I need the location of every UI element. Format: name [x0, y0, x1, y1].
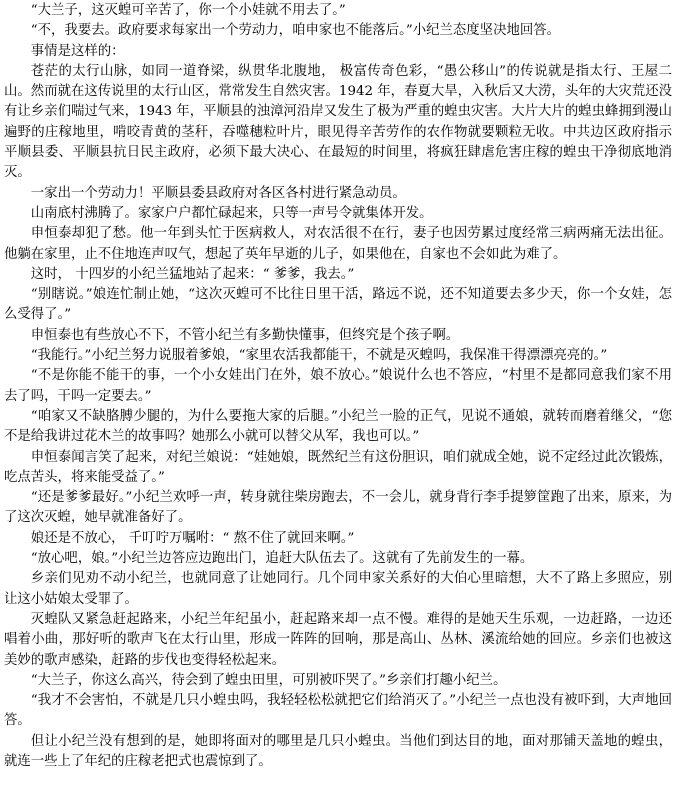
paragraph: “我能行。”小纪兰努力说服着爹娘，“家里农活我都能干，不就是灭蝗吗，我保准干得漂漂亮亮的。”	[30, 348, 608, 364]
paragraph: “大兰子，你这么高兴，待会到了蝗虫田里，可别被吓哭了。”乡亲们打趣小纪兰。	[30, 672, 507, 688]
paragraph: “不，我要去。政府要求每家出一个劳动力，咱申家也不能落后。”小纪兰态度坚决地回答。	[30, 23, 561, 39]
paragraph: 娘还是不放心， 千叮咛万嘱咐：“ 熬不住了就回来啊。”	[30, 530, 355, 546]
article-body	[4, 1, 672, 772]
paragraph: 这时， 十四岁的小纪兰猛地站了起来：“ 爹爹，我去。”	[30, 266, 355, 282]
paragraph: 申恒泰闻言笑了起来，对纪兰娘说：“娃她娘，既然纪兰有这份胆识，咱们就成全她，说不定经过此次锻炼，吃点苦头，将来能受益了。”	[4, 449, 672, 485]
paragraph: 苍茫的太行山脉，如同一道脊梁，纵贯华北腹地， 极富传奇色彩，“愚公移山”的传说就是指太行、王屋二山。然而就在这传说里的太行山区，常常发生自然灾害。1942 年，春夏大旱，入秋后又大涝，头年的大灾荒还没有让乡亲们喘过气来，1943 年，平顺县的浊漳河沿岸又发生了极为严重的蝗虫灾害。大片大片的蝗虫蜂拥到漫山遍野的庄稼地里，啃咬青黄的茎秆，吞噬穗粒叶片，眼见得辛苦劳作的农作物就要颗粒无收。中共边区政府指示平顺县委、平顺县抗日民主政府，必须下最大决心、在最短的时间里，将疯狂肆虐危害庄稼的蝗虫干净彻底地消灭。	[4, 63, 672, 181]
paragraph: 申恒泰也有些放心不下，不管小纪兰有多勤快懂事，但终究是个孩子啊。	[30, 327, 460, 343]
paragraph: 一家出一个劳动力！平顺县委县政府对各区各村进行紧急动员。	[30, 185, 406, 201]
paragraph: “还是爹爹最好。”小纪兰欢呼一声，转身就往柴房跑去，不一会儿，就身背行李手提箩筐跑了出来，原来，为了这次灭蝗，她早就准备好了。	[4, 490, 672, 526]
paragraph: 但让小纪兰没有想到的是，她即将面对的哪里是几只小蝗虫。当他们到达目的地，面对那铺天盖地的蝗虫，就连一些上了年纪的庄稼老把式也震惊到了。	[4, 733, 672, 769]
paragraph: “咱家又不缺胳膊少腿的，为什么要拖大家的后腿。”小纪兰一脸的正气，见说不通娘，就转而磨着继父，“您不是给我讲过花木兰的故事吗？她那么小就可以替父从军，我也可以。”	[4, 408, 672, 445]
paragraph: “放心吧，娘。”小纪兰边答应边跑出门，追赶大队伍去了。这就有了先前发生的一幕。	[30, 551, 534, 567]
paragraph: “我才不会害怕，不就是几只小蝗虫吗，我轻轻松松就把它们给消灭了。”小纪兰一点也没有被吓到，大声地回答。	[4, 693, 672, 729]
paragraph: 灭蝗队又紧急赶起路来，小纪兰年纪虽小，赶起路来却一点不慢。难得的是她天生乐观，一边赶路，一边还唱着小曲，那好听的歌声飞在太行山里，形成一阵阵的回响，那是高山、丛林、溪流给她的回应。乡亲们也被这美妙的歌声感染，赶路的步伐也变得轻松起来。	[4, 611, 672, 668]
paragraph: “不是你能不能干的事，一个小女娃出门在外，娘不放心。”娘说什么也不答应，“村里不是都同意我们家不用去了吗，干吗一定要去。”	[4, 368, 672, 404]
paragraph: “别瞎说。”娘连忙制止她，“这次灭蝗可不比往日里干活，路远不说，还不知道要去多少天，你一个女娃，怎么受得了。”	[4, 287, 672, 323]
paragraph: 申恒泰却犯了愁。他一年到头忙于医病救人，对农活很不在行，妻子也因劳累过度经常三病两痛无法出征。他躺在家里，止不住地连声叹气，想起了英年早逝的儿子，如果他在，自家也不会如此为难了。	[4, 226, 672, 262]
paragraph: 乡亲们见劝不动小纪兰，也就同意了让她同行。几个同申家关系好的大伯心里暗想，大不了路上多照应，别让这小姑娘太受罪了。	[4, 571, 672, 607]
paragraph: “大兰子，这灭蝗可辛苦了，你一个小娃就不用去了。”	[30, 3, 346, 18]
paragraph: 事情是这样的：	[30, 43, 125, 59]
paragraph: 山南底村沸腾了。家家户户都忙碌起来，只等一声号令就集体开发。	[30, 205, 433, 221]
